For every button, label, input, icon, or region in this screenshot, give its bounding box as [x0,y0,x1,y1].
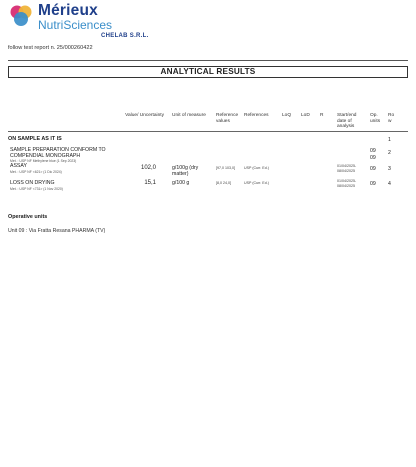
row-unit: g/100g (dry matter) [172,165,199,177]
merieux-flower-icon [8,4,34,28]
row-method: Met. : USP NF <621> (1 Dic 2024) [10,170,62,174]
row-method: Met. : USP NF <731> (1 Nov 2020) [10,187,63,191]
row-number: 2 [388,150,391,156]
row-op-units: 09 09 [370,148,376,161]
row-dates: 01/04/2025-08/04/2025 [337,164,357,174]
row-method: Met. : USP NF Methylene blue (1 Sep 2023) [10,159,77,163]
row-param: LOSS ON DRYING [10,180,55,186]
sample-group-label: ON SAMPLE AS IT IS [8,136,62,142]
row-unit: g/100 g [172,180,190,186]
analytical-title: ANALYTICAL RESULTS [160,67,256,76]
row-param: SAMPLE PREPARATION CONFORM TO COMPENDIAL MONOGRAPH [10,147,106,159]
col-row: Ro w [388,113,395,124]
row-op-units: 09 [370,181,376,187]
top-divider [8,60,408,61]
col-references: References [244,113,269,118]
header-divider [8,131,408,132]
row-value: 102,0 [140,165,156,171]
report-number: follow test report n. 25/000260422 [8,45,93,51]
col-unit: Unit of measure [172,113,206,118]
col-op-units: Op. units [370,113,381,124]
col-r: R [320,113,324,118]
row-references: USP (Curr. Ed.) [244,166,269,170]
col-dates: Start/end date of analysis [337,113,357,130]
operative-units-title: Operative units [8,214,48,220]
brand-name: Mérieux [38,2,98,19]
operative-units-text: Unit 09 : Via Fratta Resana PHARMA (TV) [8,228,106,234]
row-references: USP (Curr. Ed.) [244,181,269,185]
row-value: 15,1 [144,180,156,186]
row-op-units: 09 [370,166,376,172]
group-row-number: 1 [388,137,391,143]
col-lod: LoD [301,113,310,118]
row-ref-values: [8,0 24,0] [216,181,231,185]
row-number: 3 [388,166,391,172]
col-loq: LoQ [282,113,292,118]
row-param: ASSAY [10,163,27,169]
row-number: 4 [388,181,391,187]
col-ref-values: Reference values [216,113,239,124]
row-dates: 01/04/2025-08/04/2025 [337,179,357,189]
brand-subtitle: NutriSciences [38,18,113,32]
col-value: Value/ Uncertainty [125,113,164,118]
row-ref-values: [97,0 103,0] [216,166,235,170]
company-name: CHELAB S.R.L. [101,33,149,39]
